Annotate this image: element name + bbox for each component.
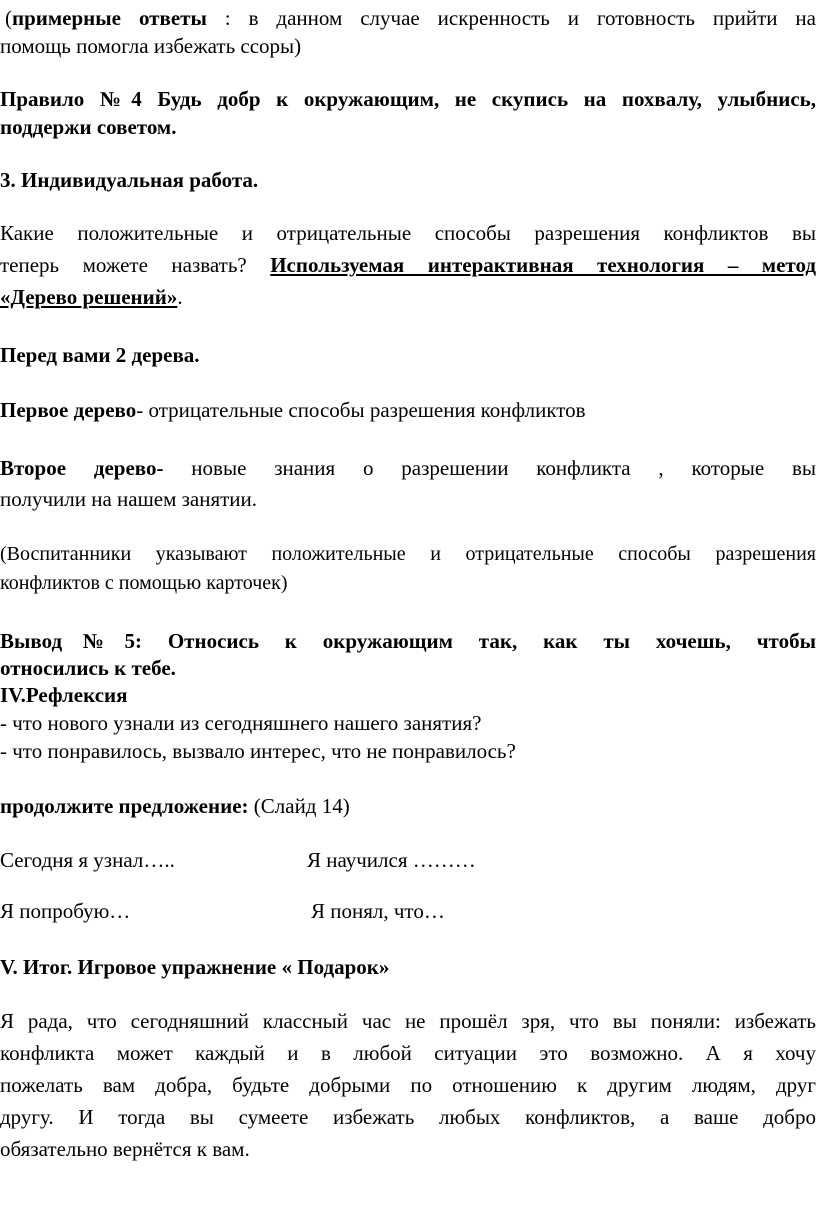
section-5-title: V. Итог. Игровое упражнение « Подарок» xyxy=(0,955,390,979)
second-tree-desc: новые знания о разрешении конфликта , которые вы xyxy=(163,456,816,480)
continue-line xyxy=(0,793,816,819)
second-tree-label: Второе дерево- xyxy=(0,456,164,480)
reflection-title: IV.Рефлексия xyxy=(0,683,128,707)
first-tree-label: Первое дерево xyxy=(0,398,137,422)
prompt-will-try: Я попробую… xyxy=(0,899,131,923)
closing-line-4: другу. И тогда вы сумеете избежать любых конфликтов, а ваше добро xyxy=(0,1105,816,1129)
first-tree-desc: - отрицательные способы разрешения конфликтов xyxy=(136,398,586,422)
rule4-line-2: поддержи советом. xyxy=(0,115,177,139)
section-3-title: 3. Индивидуальная работа. xyxy=(0,168,259,192)
intro-line-2: помощь помогла избежать ссоры) xyxy=(0,34,302,58)
question-line-1: Какие положительные и отрицательные способы разрешения конфликтов вы xyxy=(0,221,816,245)
closing-line-1: Я рада, что сегодняшний классный час не прошёл зря, что вы поняли: избежать xyxy=(0,1009,816,1033)
continue-label: продолжите предложение: xyxy=(0,794,249,818)
second-tree-line-1 xyxy=(0,455,816,481)
conclusion5-line-1: Вывод№5: Относись к окружающим так, как ты хочешь, чтобы xyxy=(0,629,816,653)
closing-line-3: пожелать вам добра, будьте добрыми по отношению к другим людям, друг xyxy=(0,1073,816,1097)
conclusion5-line-2: относились к тебе. xyxy=(0,656,176,680)
reflection-question-1: - что нового узнали из сегодняшнего нашего занятия? xyxy=(0,711,482,735)
students-line-2: конфликтов с помощью карточек) xyxy=(0,572,288,594)
reflection-question-2: - что понравилось, вызвало интерес, что не понравилось? xyxy=(0,739,516,763)
trees-heading: Перед вами 2 дерева. xyxy=(0,343,200,367)
slide-reference: (Слайд 14) xyxy=(248,794,350,818)
intro-line-1 xyxy=(5,5,816,31)
first-tree-line xyxy=(0,397,816,423)
closing-line-5: обязательно вернётся к вам. xyxy=(0,1137,250,1161)
intro-rest: : в данном случае искренность и готовность прийти на xyxy=(206,6,816,30)
rule4-line-1: Правило №4 Будь добр к окружающим, не скупись на похвалу, улыбнись, xyxy=(0,87,816,111)
intro-paren: ( xyxy=(5,6,12,30)
technology-label: Используемая интерактивная технология – метод xyxy=(270,253,816,277)
prompt-learned-how: Я научился ……… xyxy=(307,848,476,872)
students-line-1: (Воспитанники указывают положительные и отрицательные способы разрешения xyxy=(0,543,816,565)
question-line-2 xyxy=(0,252,816,278)
closing-line-2: конфликта может каждый и в любой ситуации это возможно. А я хочу xyxy=(0,1041,816,1065)
intro-bold: примерные ответы xyxy=(12,6,207,30)
prompt-learned: Сегодня я узнал….. xyxy=(0,848,175,872)
question-line-3: «Дерево решений». xyxy=(0,285,183,309)
second-tree-line-2: получили на нашем занятии. xyxy=(0,487,258,511)
question-plain: теперь можете назвать? xyxy=(0,253,271,277)
method-name: «Дерево решений» xyxy=(0,285,178,309)
prompt-understood: Я понял, что… xyxy=(311,899,445,923)
